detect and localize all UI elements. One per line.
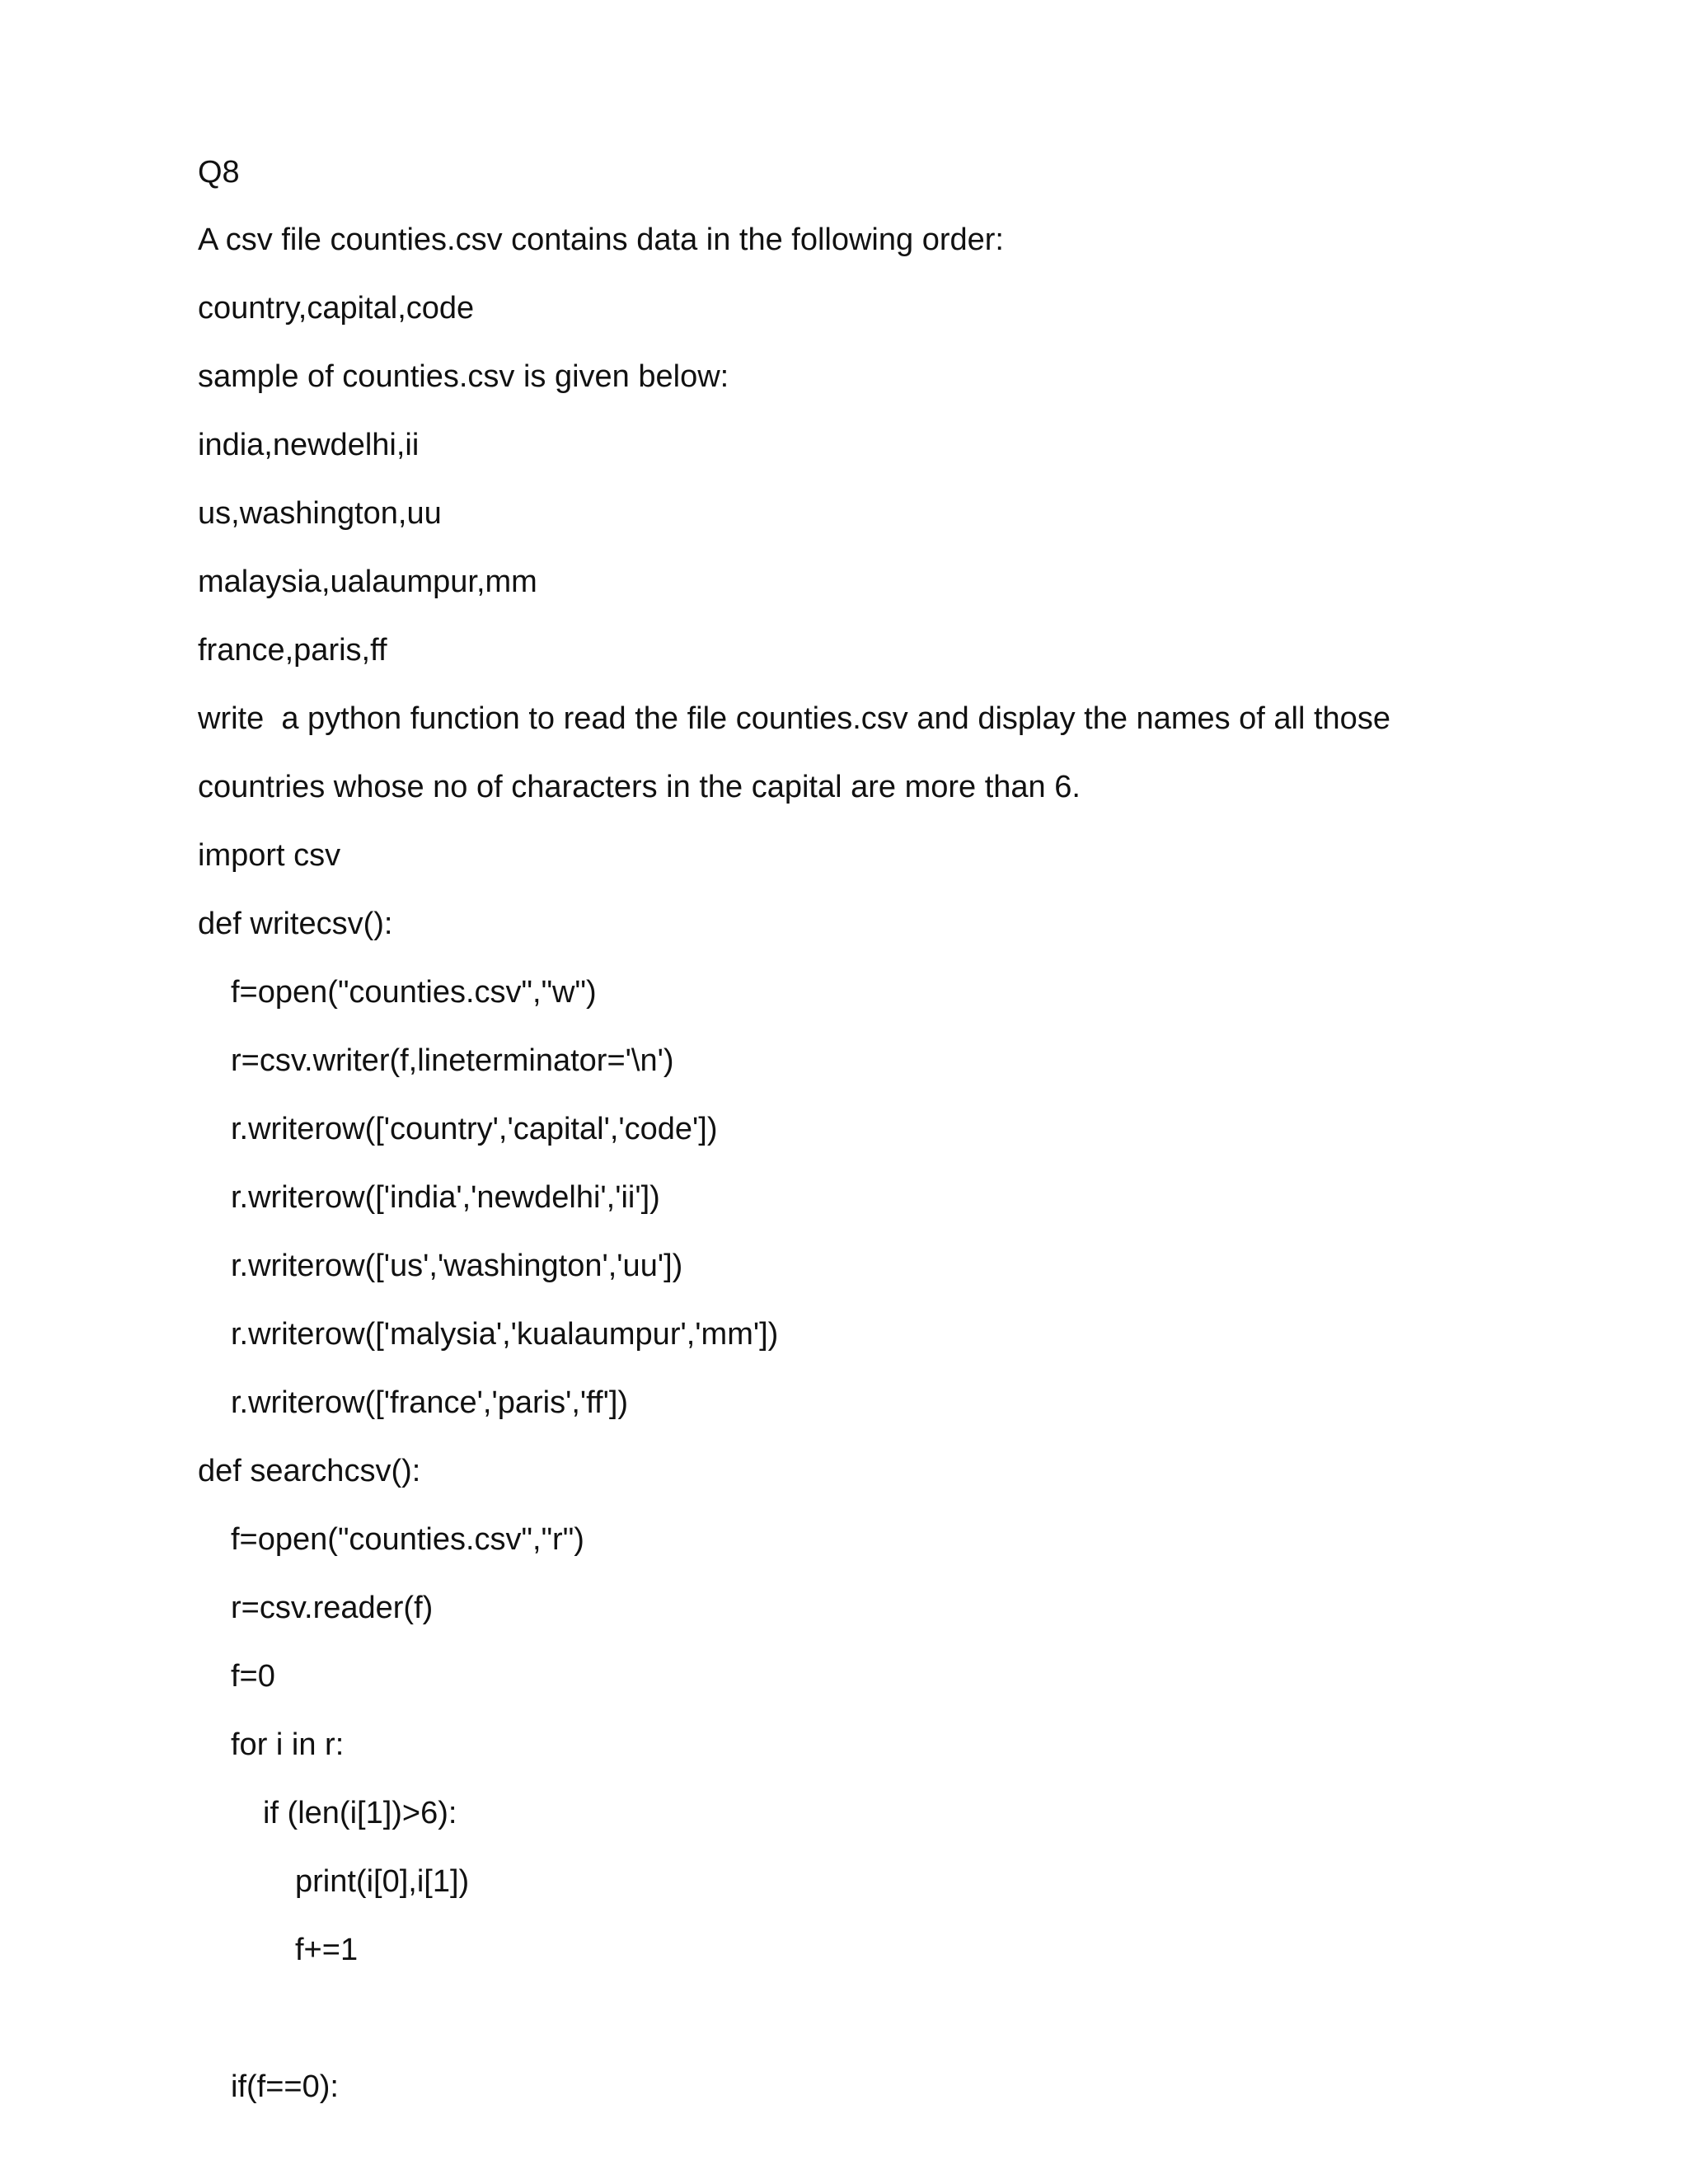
question-number: Q8 <box>198 155 240 190</box>
prompt-line: A csv file counties.csv contains data in the following order: <box>198 223 1004 257</box>
code-line: for i in r: <box>231 1727 345 1762</box>
sample-row: france,paris,ff <box>198 633 387 668</box>
code-line: import csv <box>198 838 341 873</box>
code-line: r.writerow(['malysia','kualaumpur','mm']) <box>231 1317 779 1352</box>
code-line: r.writerow(['india','newdelhi','ii']) <box>231 1180 660 1215</box>
code-line: r.writerow(['country','capital','code']) <box>231 1112 718 1146</box>
code-line: if (len(i[1])>6): <box>263 1796 457 1830</box>
code-line: def writecsv(): <box>198 907 393 941</box>
code-line: f=open("counties.csv","w") <box>231 975 597 1010</box>
code-line: print(i[0],i[1]) <box>295 1864 470 1899</box>
prompt-line: countries whose no of characters in the capital are more than 6. <box>198 770 1081 804</box>
code-line: r=csv.reader(f) <box>231 1591 434 1625</box>
code-line: r=csv.writer(f,lineterminator='\n') <box>231 1043 674 1078</box>
prompt-line: write a python function to read the file counties.csv and display the names of all those <box>198 701 1390 736</box>
code-line: if(f==0): <box>231 2069 339 2104</box>
code-line: def searchcsv(): <box>198 1454 421 1488</box>
sample-row: india,newdelhi,ii <box>198 428 420 462</box>
prompt-line: country,capital,code <box>198 291 475 326</box>
sample-row: us,washington,uu <box>198 496 442 531</box>
code-line: f+=1 <box>295 1933 359 1967</box>
prompt-line: sample of counties.csv is given below: <box>198 359 729 394</box>
sample-row: malaysia,ualaumpur,mm <box>198 565 537 599</box>
code-line: f=0 <box>231 1659 275 1694</box>
code-line: f=open("counties.csv","r") <box>231 1522 584 1557</box>
code-line: r.writerow(['france','paris','ff']) <box>231 1385 629 1420</box>
code-line: r.writerow(['us','washington','uu']) <box>231 1249 683 1283</box>
